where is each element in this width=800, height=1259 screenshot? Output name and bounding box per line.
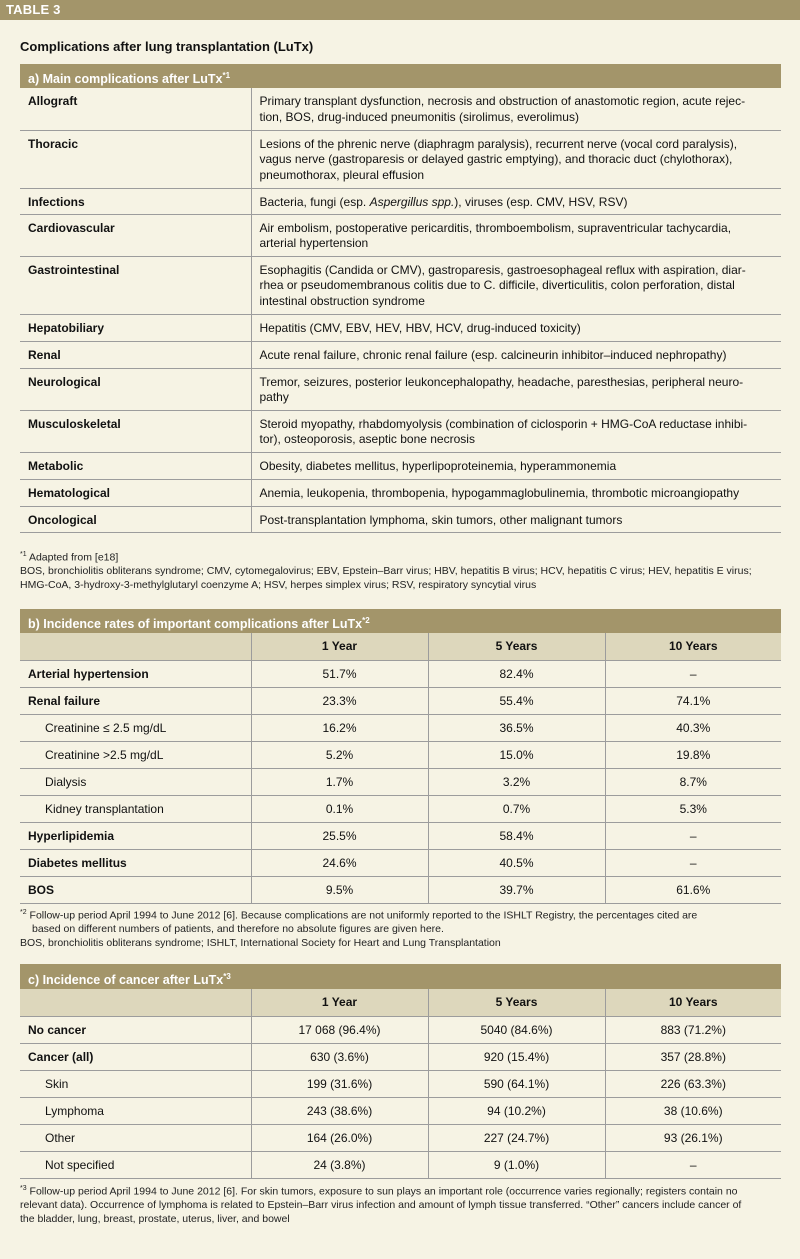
table-row: [20, 479, 781, 506]
table-row: [20, 1151, 781, 1178]
table-row: [20, 314, 781, 341]
table-row: [20, 1124, 781, 1151]
row-label: Kidney transplantation: [20, 795, 251, 822]
table-row: [20, 741, 781, 768]
value-cell: 61.6%: [605, 876, 781, 903]
row-label: Renal failure: [20, 687, 251, 714]
value-cell: 25.5%: [251, 822, 428, 849]
description-cell: Primary transplant dysfunction, necrosis and obstruction of anastomotic region, acute rejec- tion, BOS, drug-induced pneumonitis (sirolimus, everolimus): [251, 88, 781, 130]
badge-label: TABLE 3: [6, 2, 61, 17]
table-row: [20, 188, 781, 214]
category-cell: Oncological: [20, 506, 251, 532]
value-cell: 74.1%: [605, 687, 781, 714]
category-cell: Renal: [20, 341, 251, 368]
section-a-title: a) Main complications after LuTx: [28, 72, 223, 87]
value-cell: 3.2%: [428, 768, 605, 795]
category-cell: Gastrointestinal: [20, 256, 251, 314]
row-label: BOS: [20, 876, 251, 903]
section-a-footnote: $^{*1}$ Adapted from [e18] BOS, bronchiolitis obliterans syndrome; CMV, cytomegalovirus; EBV, Epstein–Barr virus; HBV, hepatitis B virus; HCV, hepatitis C virus; HEV, hepatitis E virus; HMG-CoA, 3-hydroxy-3-methylglutaryl coenzyme A; HSV, herpes simplex virus; RSV, respiratory syncytial virus: [20, 551, 752, 591]
value-cell: 226 (63.3%): [605, 1070, 781, 1097]
value-cell: 82.4%: [428, 660, 605, 687]
table-row: [20, 1043, 781, 1070]
category-cell: Neurological: [20, 368, 251, 410]
value-cell: 38 (10.6%): [605, 1097, 781, 1124]
value-cell: 8.7%: [605, 768, 781, 795]
table-badge: [0, 0, 800, 20]
value-cell: 357 (28.8%): [605, 1043, 781, 1070]
category-cell: Thoracic: [20, 130, 251, 188]
table-row: [20, 341, 781, 368]
value-cell: 920 (15.4%): [428, 1043, 605, 1070]
value-cell: 15.0%: [428, 741, 605, 768]
description-cell: Hepatitis (CMV, EBV, HEV, HBV, HCV, drug-induced toxicity): [251, 314, 781, 341]
section-b-title: b) Incidence rates of important complications after LuTx: [28, 617, 363, 632]
value-cell: 1.7%: [251, 768, 428, 795]
category-cell: Hepatobiliary: [20, 314, 251, 341]
value-cell: 36.5%: [428, 714, 605, 741]
category-cell: Hematological: [20, 479, 251, 506]
row-label: Not specified: [20, 1151, 251, 1178]
description-cell: Steroid myopathy, rhabdomyolysis (combination of ciclosporin + HMG-CoA reductase inhibi- tor), osteoporosis, aseptic bone necrosis: [251, 410, 781, 452]
description-cell: Post-transplantation lymphoma, skin tumors, other malignant tumors: [251, 506, 781, 532]
value-cell: 58.4%: [428, 822, 605, 849]
column-header: 10 Years: [605, 989, 781, 1016]
column-header: 5 Years: [428, 989, 605, 1016]
table-row: [20, 452, 781, 479]
value-cell: 630 (3.6%): [251, 1043, 428, 1070]
value-cell: 0.7%: [428, 795, 605, 822]
table-row: [20, 876, 781, 903]
cancer-table: [20, 989, 781, 1179]
table-row: [20, 506, 781, 532]
table-row: [20, 368, 781, 410]
description-cell: Esophagitis (Candida or CMV), gastroparesis, gastroesophageal reflux with aspiration, diar- rhea or pseudomembranous colitis due to C. difficile, diverticulitis, colon perforation, distal intestinal obstruction syndrome: [251, 256, 781, 314]
row-label: Dialysis: [20, 768, 251, 795]
header-row: [20, 989, 781, 1016]
value-cell: 24 (3.8%): [251, 1151, 428, 1178]
table-row: [20, 660, 781, 687]
table-row: [20, 214, 781, 256]
complications-table: [20, 88, 781, 533]
value-cell: –: [605, 822, 781, 849]
value-cell: 23.3%: [251, 687, 428, 714]
description-cell: Anemia, leukopenia, thrombopenia, hypogammaglobulinemia, thrombotic microangiopathy: [251, 479, 781, 506]
row-label: Skin: [20, 1070, 251, 1097]
table-row: [20, 687, 781, 714]
table-row: [20, 88, 781, 130]
value-cell: 590 (64.1%): [428, 1070, 605, 1097]
description-cell: Tremor, seizures, posterior leukoncephalopathy, headache, paresthesias, peripheral neuro- pathy: [251, 368, 781, 410]
table-row: [20, 1016, 781, 1043]
value-cell: 0.1%: [251, 795, 428, 822]
value-cell: 94 (10.2%): [428, 1097, 605, 1124]
table-row: [20, 849, 781, 876]
value-cell: 5.3%: [605, 795, 781, 822]
description-cell: Lesions of the phrenic nerve (diaphragm paralysis), recurrent nerve (vocal cord paralysis), vagus nerve (gastroparesis or delayed gastric emptying), and thoracic duct (chylothorax), pneumothorax, pleural effusion: [251, 130, 781, 188]
description-cell: Air embolism, postoperative pericarditis, thromboembolism, supraventricular tachycardia, arterial hypertension: [251, 214, 781, 256]
description-cell: Acute renal failure, chronic renal failure (esp. calcineurin inhibitor–induced nephropathy): [251, 341, 781, 368]
value-cell: 9.5%: [251, 876, 428, 903]
section-c-header: [20, 964, 781, 989]
category-cell: Musculoskeletal: [20, 410, 251, 452]
table-row: [20, 822, 781, 849]
column-header: 1 Year: [251, 989, 428, 1016]
value-cell: 55.4%: [428, 687, 605, 714]
section-a-sup: *1: [222, 71, 231, 80]
row-label: No cancer: [20, 1016, 251, 1043]
value-cell: 24.6%: [251, 849, 428, 876]
row-label: Diabetes mellitus: [20, 849, 251, 876]
value-cell: –: [605, 660, 781, 687]
value-cell: 19.8%: [605, 741, 781, 768]
section-c-title: c) Incidence of cancer after LuTx: [28, 973, 224, 988]
table-row: [20, 410, 781, 452]
row-label: Creatinine >2.5 mg/dL: [20, 741, 251, 768]
value-cell: 39.7%: [428, 876, 605, 903]
row-label: Arterial hypertension: [20, 660, 251, 687]
table-row: [20, 256, 781, 314]
column-header: 10 Years: [605, 633, 781, 660]
section-b-sup: *2: [362, 616, 370, 625]
row-label: Lymphoma: [20, 1097, 251, 1124]
value-cell: 40.3%: [605, 714, 781, 741]
section-c-footnote: $^{*3}$ Follow-up period April 1994 to June 2012 [6]. For skin tumors, exposure to sun plays an important role (occurrence varies regionally; registers contain no relevant data). Occurrence of lymphoma is related to Epstein–Barr virus infection and amount of lymph tissue transferred. “Other” cancers include cancer of the bladder, lung, breast, prostate, uterus, liver, and bowel: [20, 1185, 742, 1225]
value-cell: –: [605, 1151, 781, 1178]
value-cell: 5040 (84.6%): [428, 1016, 605, 1043]
section-c-sup: *3: [223, 972, 231, 981]
value-cell: 883 (71.2%): [605, 1016, 781, 1043]
value-cell: 93 (26.1%): [605, 1124, 781, 1151]
row-label: Hyperlipidemia: [20, 822, 251, 849]
value-cell: 17 068 (96.4%): [251, 1016, 428, 1043]
value-cell: 9 (1.0%): [428, 1151, 605, 1178]
section-b-header: [20, 609, 781, 633]
table-row: [20, 1097, 781, 1124]
value-cell: 227 (24.7%): [428, 1124, 605, 1151]
category-cell: Metabolic: [20, 452, 251, 479]
row-label: Other: [20, 1124, 251, 1151]
value-cell: 5.2%: [251, 741, 428, 768]
table-row: [20, 795, 781, 822]
column-header: 1 Year: [251, 633, 428, 660]
table-row: [20, 714, 781, 741]
table-row: [20, 1070, 781, 1097]
category-cell: Infections: [20, 188, 251, 214]
section-a-header: [20, 64, 781, 88]
table-row: [20, 768, 781, 795]
table-row: [20, 130, 781, 188]
description-cell: Bacteria, fungi (esp. Aspergillus spp.), viruses (esp. CMV, HSV, RSV): [251, 188, 781, 214]
value-cell: 40.5%: [428, 849, 605, 876]
value-cell: 199 (31.6%): [251, 1070, 428, 1097]
column-header: 5 Years: [428, 633, 605, 660]
category-cell: Allograft: [20, 88, 251, 130]
section-b-footnote: $^{*2}$ Follow-up period April 1994 to June 2012 [6]. Because complications are not uniformly reported to the ISHLT Registry, the percentages cited are based on different numbers of patients, and therefore no absolute figures are given here. BOS, bronchiolitis obliterans syndrome; ISHLT, International Society for Heart and Lung Transplantation: [20, 909, 698, 949]
value-cell: 51.7%: [251, 660, 428, 687]
row-label: Cancer (all): [20, 1043, 251, 1070]
value-cell: –: [605, 849, 781, 876]
incidence-table: [20, 633, 781, 904]
value-cell: 164 (26.0%): [251, 1124, 428, 1151]
page-title: Complications after lung transplantation (LuTx): [20, 39, 314, 54]
header-row: [20, 633, 781, 660]
value-cell: 243 (38.6%): [251, 1097, 428, 1124]
category-cell: Cardiovascular: [20, 214, 251, 256]
row-label: Creatinine ≤ 2.5 mg/dL: [20, 714, 251, 741]
value-cell: 16.2%: [251, 714, 428, 741]
description-cell: Obesity, diabetes mellitus, hyperlipoproteinemia, hyperammonemia: [251, 452, 781, 479]
